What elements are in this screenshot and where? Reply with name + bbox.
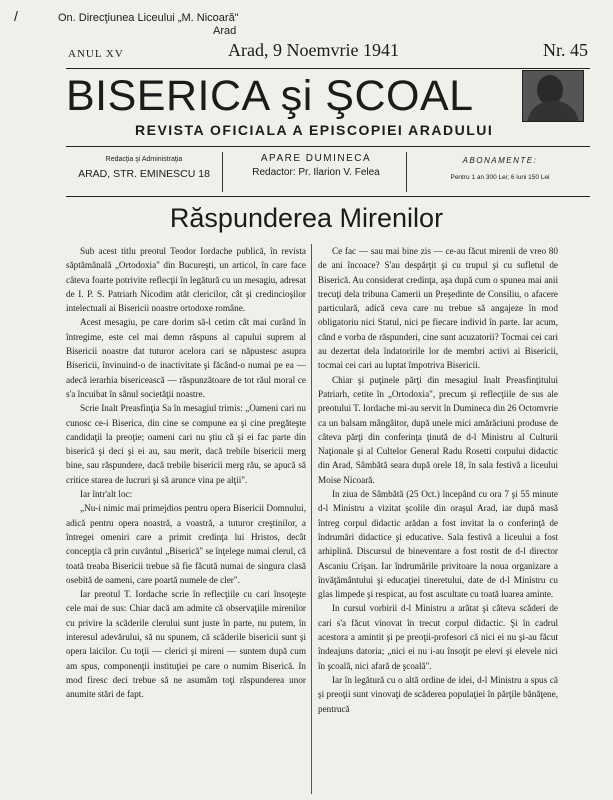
paragraph: Iar preotul T. Iordache scrie în reflecţiile cu cari însoţeşte cele mai de sus: Chiar dacă am admite că observaţiile mirenilor cu privire la scăderile clerului sunt juste în parte, nu putem, în interesul adevărului, să nu spunem, că scăderile bisericii sunt şi opera laicilor. Cu toţii — clerici şi mireni — suntem după cum am spus, componenţii instituţiei pe care o numim Biserică. In mod firesc deci trebue să ne asumăm toţi răspunderea unor anumite stări de fapt. — [66, 589, 306, 700]
stamp-line-2: Arad — [213, 25, 237, 37]
paragraph: Scrie Inalt Preasfinţia Sa în mesagiul trimis: „Oameni cari nu cunosc ce-i Biserica, din cine se compune ea şi cine pregăteşte candidaţii la preoţie; oameni cari nu ştiu că şi ei fac parte din biserică şi deci şi ei au, sau merit, dacă trebile bisericii merg bine, sau răspundere, dacă trebile bisericii merg rău, se apucă să critice starea de lucruri şi să arunce vina pe alţii". — [66, 403, 306, 485]
subscriptions-cell — [410, 152, 590, 192]
paragraph: Acest mesagiu, pe care dorim să-l cetim cât mai curând în întregime, este cel mai demn răspuns al capului suprem al Bisericii noastre dat tuturor acelora cari se năpustesc asupra Bisericii, învinuind-o de inactivitate şi făcând-o numai pe ea — adecă ierarhia bisericească — răspunzătoare de tot răul moral ce s'a încuibat în sânul societăţii noastre. — [66, 317, 306, 399]
paragraph: Iar într'alt loc: — [80, 489, 133, 500]
schedule: APARE DUMINECA — [260, 153, 372, 164]
paragraph: Chiar şi puţinele părţi din mesagiul Inalt Preasfinţitului Patriarh, cetite în „Ortodoxia", precum şi reflecţiile de sus ale preotului T. Iordache mi-au servit în Dumineca din 26 Octomvrie ca un balsam mângâitor, după unele mici amărăciuni produse de câteva părţi din conferinţa ţinută de d-l Ministru al Culturii Naţionale şi al Cultelor General Radu Rosetti corpului didactic din Arad, Sâmbătă seara după orele 18, în sala festivă a liceului Moise Nicoară. — [318, 374, 558, 485]
volume-mark: ANUL XV — [68, 48, 124, 60]
paragraph: Sub acest titlu preotul Teodor Iordache publică, în revista săptămânală „Ortodoxia" din Bucureşti, un articol, în care face câteva foarte potrivite reflecţii în legătură cu un mesagiu, adresat de I. P. S. Patriarh Nicodim atât clericilor, cât şi credincioşilor intelectuali ai Bisericii noastre ortodoxe române. — [66, 246, 306, 314]
admin-cell — [66, 152, 223, 192]
subscriptions-text: Pentru 1 an 300 Lei; 6 luni 150 Lei — [450, 174, 550, 181]
masthead-title: BISERICA şi ŞCOAL — [66, 72, 474, 120]
top-rule — [66, 68, 590, 69]
article-column-right — [318, 244, 558, 800]
paragraph: Ce fac — sau mai bine zis — ce-au făcut mirenii de vreo 80 de ani încoace? S'au despărţit şi cu trupul şi cu sufletul de Biserică. Au considerat credinţa, aşa după cum o spunea mai anii trecuţi dela tribuna Camerii un Preşedinte de Consiliu, o afacere particulară, adică ceva care nu trebue să angajeze în mod obligatoriu nici Statul, nici pe fiecare individ în parte. Iar acum, când e vorba de răspunderi, cine sunt acuzatorii? Tocmai cei cari au dezertat dela îndatoririle lor de membri activi ai Bisericii, tocmai cei cari au luptat împotriva Bisericii. — [318, 246, 558, 371]
paragraph: In ziua de Sâmbătă (25 Oct.) începând cu ora 7 şi 55 minute d-l Ministru a vizitat şcolile din oraşul Arad, iar după masă întreg corpul didactic arădan a fost invitat la o conferinţă de îndrumări didactice şi educative. Sala festivă a liceului a fost arhiplină. Discursul de bineventare a fost rostit de d-l director Ascaniu Crişan. Iar îndrumările privitoare la noua organizare a învăţământului şi educaţiei tineretului, date de d-l Ministru cu glas limpede şi respicat, au fost ascultate cu toată luarea aminte. — [318, 489, 558, 600]
issue-date: Arad, 9 Noemvrie 1941 — [228, 40, 399, 60]
library-stamp — [58, 12, 239, 38]
portrait-image — [522, 70, 584, 122]
issue-number: Nr. 45 — [543, 40, 588, 60]
article-column-left — [66, 244, 306, 800]
editor: Redactor: Pr. Ilarion V. Felea — [252, 167, 380, 178]
info-bar — [66, 152, 590, 192]
paragraph: Iar în legătură cu o altă ordine de idei, d-l Ministru a spus că şi preoţii sunt vinovaţi de scăderea populaţiei în părţile bănăţene, pentrucă — [318, 674, 558, 714]
paragraph: In cursul vorbirii d-l Ministru a arătat şi câteva scăderi de cari s'a făcut vinovat în trecut corpul didactic. Şi în cadrul acestora a amintit şi pe preoţii-profesori că nici ei nu şi-au făcut îndeajuns datoria; „nici ei nu i-au însoţit pe elevi şi elevele nici în şcoală, nici afară de şcoală". — [318, 603, 558, 671]
subscriptions-label: ABONAMENTE: — [462, 156, 538, 165]
editor-cell — [226, 152, 407, 192]
stamp-line-1: On. Direcţiunea Liceului „M. Nicoară" — [58, 12, 239, 24]
info-rule — [66, 196, 590, 197]
article-title: Răspunderea Mirenilor — [169, 203, 444, 233]
admin-label: Redacţia şi Administraţia — [105, 156, 183, 163]
column-divider — [311, 244, 312, 794]
masthead-subtitle: REVISTA OFICIALA A EPISCOPIEI ARADULUI — [135, 122, 494, 138]
handwritten-mark: / — [14, 8, 18, 24]
paragraph: „Nu-i nimic mai primejdios pentru opera Bisericii Domnului, adică pentru opera noastră, a voastră, a tuturor creştinilor, a întregei omeniri care a primit credinţa lui Hristos, decât concepţia că prin cuvântul „Biserică" se înţelege numai clerul, că toată treaba Bisericii trebue să fie făcută numai de singura clasă osebită de oameni, care poartă numele de cler". — [66, 503, 306, 585]
admin-address: ARAD, STR. EMINESCU 18 — [78, 168, 210, 180]
masthead-rule — [66, 146, 590, 147]
issue-line — [68, 38, 588, 66]
